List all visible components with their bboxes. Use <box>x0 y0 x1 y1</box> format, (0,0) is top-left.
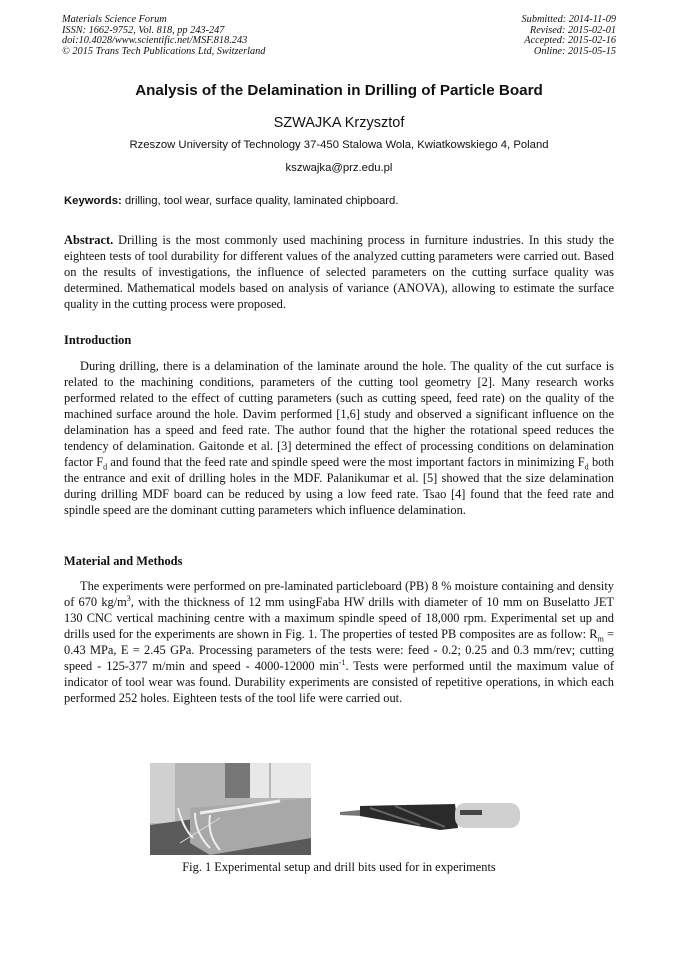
introduction-body <box>64 358 614 518</box>
subscript: d <box>584 462 589 472</box>
introduction-text <box>64 358 614 518</box>
journal-line: ISSN: 1662-9752, Vol. 818, pp 243-247 <box>62 24 225 36</box>
text-run: The experiments were performed on pre-laminated particleboard (PB) 8 % moisture containing and density of 670 kg/m <box>64 579 614 609</box>
journal-info <box>62 15 265 57</box>
text-run: = 0.43 MPa, E = 2.45 GPa. Processing parameters of the tests were: feed - 0.2; 0.25 and 0.3 mm/rev; cutting speed - 125-377 m/min and speed - 4000-12000 min <box>64 627 614 673</box>
affiliation: Rzeszow University of Technology 37-450 Stalowa Wola, Kwiatkowskiego 4, Poland <box>129 139 549 151</box>
superscript: -1 <box>338 657 346 667</box>
author: SZWAJKA Krzysztof <box>273 115 405 131</box>
journal-line: © 2015 Trans Tech Publications Ltd, Switzerland <box>62 45 266 57</box>
paper-title: Analysis of the Delamination in Drilling of Particle Board <box>135 82 543 99</box>
abstract-label: Abstract. <box>64 233 114 247</box>
date-line: Submitted: 2014-11-09 <box>521 14 616 25</box>
text-run: . Tests were performed until the maximum value of indicator of tool wear was found. Durability experiments are consisted of repetitive operations, in which each performed 252 holes. Eighteen tests of the tool life were carried out. <box>64 659 614 705</box>
superscript: 3 <box>126 593 131 603</box>
methods-text <box>64 578 614 706</box>
date-line: Revised: 2015-02-01 <box>529 24 616 36</box>
abstract <box>64 232 614 312</box>
machining-centre-photo <box>150 763 311 855</box>
methods-body <box>64 578 614 706</box>
submission-dates <box>522 15 616 57</box>
email: kszwajka@prz.edu.pl <box>285 162 393 174</box>
text-run: , with the thickness of 12 mm usingFaba HW drills with diameter of 10 mm on Buselatto JET 130 CNC vertical machining centre with a maximum spindle speed of 18,000 rpm. Experimental set up and drills used for the experiments are shown in Fig. 1. The properties of tested PB composites are as follow: R <box>64 595 614 641</box>
drill-bit-photo <box>340 800 525 850</box>
keywords <box>64 195 398 207</box>
subscript: d <box>103 462 108 472</box>
figure-caption: Fig. 1 Experimental setup and drill bits used for in experiments <box>182 860 496 874</box>
subscript: m <box>597 634 604 644</box>
text-run: and found that the feed rate and spindle speed were the most important factors in minimizing F <box>107 455 585 469</box>
journal-line: Materials Science Forum <box>62 14 167 25</box>
text-run: During drilling, there is a delamination of the laminate around the hole. The quality of the cut surface is related to the machining conditions, parameters of the cutting tool geometry [2]. Many research works performed related to the effect of cutting parameters (such as cutting speed, feed rate) on the quality of the machined surface around the hole. Davim performed [1,6] study and observed a significant influence on the delamination has a speed and feed rate. The author found that the higher the rotational speed reduces the tendency of delamination. Gaitonde et al. [3] determined the effect of processing conditions on delamination factor F <box>64 359 614 469</box>
keywords-label: Keywords: <box>64 195 122 207</box>
journal-line: doi:10.4028/www.scientific.net/MSF.818.243 <box>62 35 248 46</box>
keywords-text: drilling, tool wear, surface quality, laminated chipboard. <box>121 195 399 207</box>
text-run: both the entrance and exit of drilling holes in the MDF. Palanikumar et al. [5] showed that the size delamination during drilling MDF board can be reduced by using a low feed rate. Tsao [4] found that the feed rate and spindle speed are the dominant cutting parameters which influence delamination. <box>64 455 614 517</box>
date-line: Online: 2015-05-15 <box>533 45 616 57</box>
methods-heading: Material and Methods <box>64 554 183 568</box>
date-line: Accepted: 2015-02-16 <box>524 35 616 46</box>
abstract-text <box>64 233 614 311</box>
introduction-heading: Introduction <box>64 333 132 347</box>
text-run: Drilling is the most commonly used machining process in furniture industries. In this study the eighteen tests of tool durability for different values of the analyzed cutting parameters were carried out. Based on the results of investigations, the influence of selected parameters on the cutting surface quality was determined. Mathematical models based on analysis of variance (ANOVA), allowing to estimate the surface quality in the cutting process were proposed. <box>64 233 614 311</box>
